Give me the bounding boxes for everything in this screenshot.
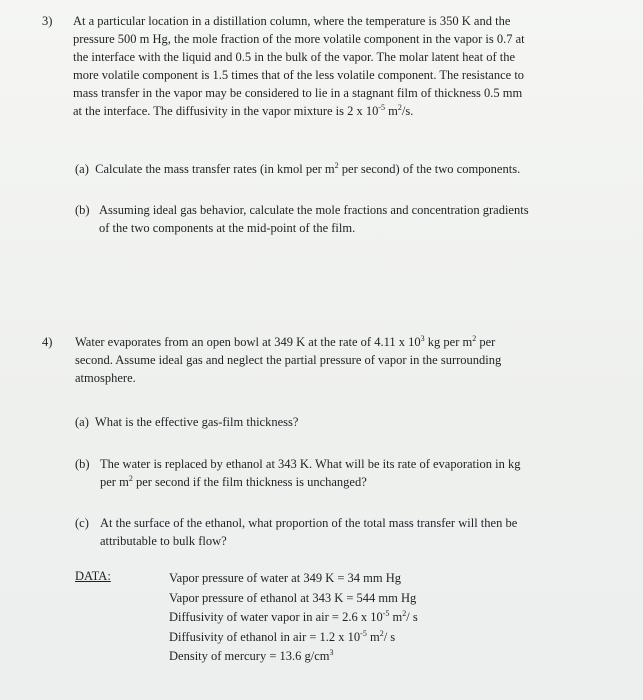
question-3b-text: Assuming ideal gas behavior, calculate the mole fractions and concentration gradients of the two components at the mid-point of the film. — [99, 203, 529, 235]
question-4-line: Water evaporates from an open bowl at 349 K at the rate of 4.11 x $10^3$ kg per $m^2$ per — [75, 334, 496, 349]
question-4a-text: What is the effective gas-film thickness? — [94, 415, 299, 429]
question-4-text — [75, 333, 595, 387]
question-4b-text: The water is replaced by ethanol at 343 K. What will be its rate of evaporation in kg per $m^2$ per second if the film thickness is unchanged? — [100, 457, 521, 489]
question-3a-text: Calculate the mass transfer rates (in kmol per $m^2$ per second) of the two components. — [95, 161, 521, 176]
question-3a — [75, 160, 520, 178]
question-3a-label: (a) — [75, 162, 89, 176]
question-4-number: 4) — [42, 335, 53, 349]
data-item: Vapor pressure of water at 349 K = 34 mm Hg — [169, 571, 401, 585]
question-3-line: At a particular location in a distillation column, where the temperature is 350 K and the — [73, 14, 511, 28]
question-4c-text: At the surface of the ethanol, what proportion of the total mass transfer will then be attributable to bulk flow? — [100, 516, 518, 548]
question-4-line: atmosphere. — [75, 371, 136, 385]
question-3b-label: (b) — [75, 203, 90, 217]
question-3-number: 3) — [42, 14, 53, 28]
data-item: Diffusivity of water vapor in air = 2.6 x $10^{-5}$ $m^2/$ s — [169, 609, 418, 624]
data-item: Density of mercury = 13.6 $g/cm^3$ — [169, 648, 334, 663]
data-list — [169, 569, 418, 667]
question-3-line: mass transfer in the vapor may be considered to lie in a stagnant film of thickness 0.5 mm — [73, 86, 523, 100]
question-3-line: more volatile component is 1.5 times that of the less volatile component. The resistance to — [73, 68, 525, 82]
question-3-line-diffusivity: at the interface. The diffusivity in the vapor mixture is 2 x $10^{-5}$ $m^2/s$. — [73, 103, 414, 118]
question-3-text — [73, 12, 599, 120]
data-label: DATA: — [75, 569, 111, 583]
data-item: Diffusivity of ethanol in air = 1.2 x $10^{-5}$ $m^2/$ s — [169, 628, 396, 644]
question-3-line: pressure 500 m Hg, the mole fraction of the more volatile component in the vapor is 0.7 at — [73, 32, 525, 46]
question-4c-label: (c) — [75, 516, 89, 530]
data-item: Vapor pressure of ethanol at 343 K = 544 mm Hg — [169, 590, 417, 605]
question-4a — [75, 413, 298, 431]
question-3-line: the interface with the liquid and 0.5 in the bulk of the vapor. The molar latent heat of the — [73, 50, 515, 64]
question-4-line: second. Assume ideal gas and neglect the partial pressure of vapor in the surrounding — [75, 353, 502, 367]
question-4a-label: (a) — [75, 415, 89, 429]
question-4b-label: (b) — [75, 457, 90, 471]
